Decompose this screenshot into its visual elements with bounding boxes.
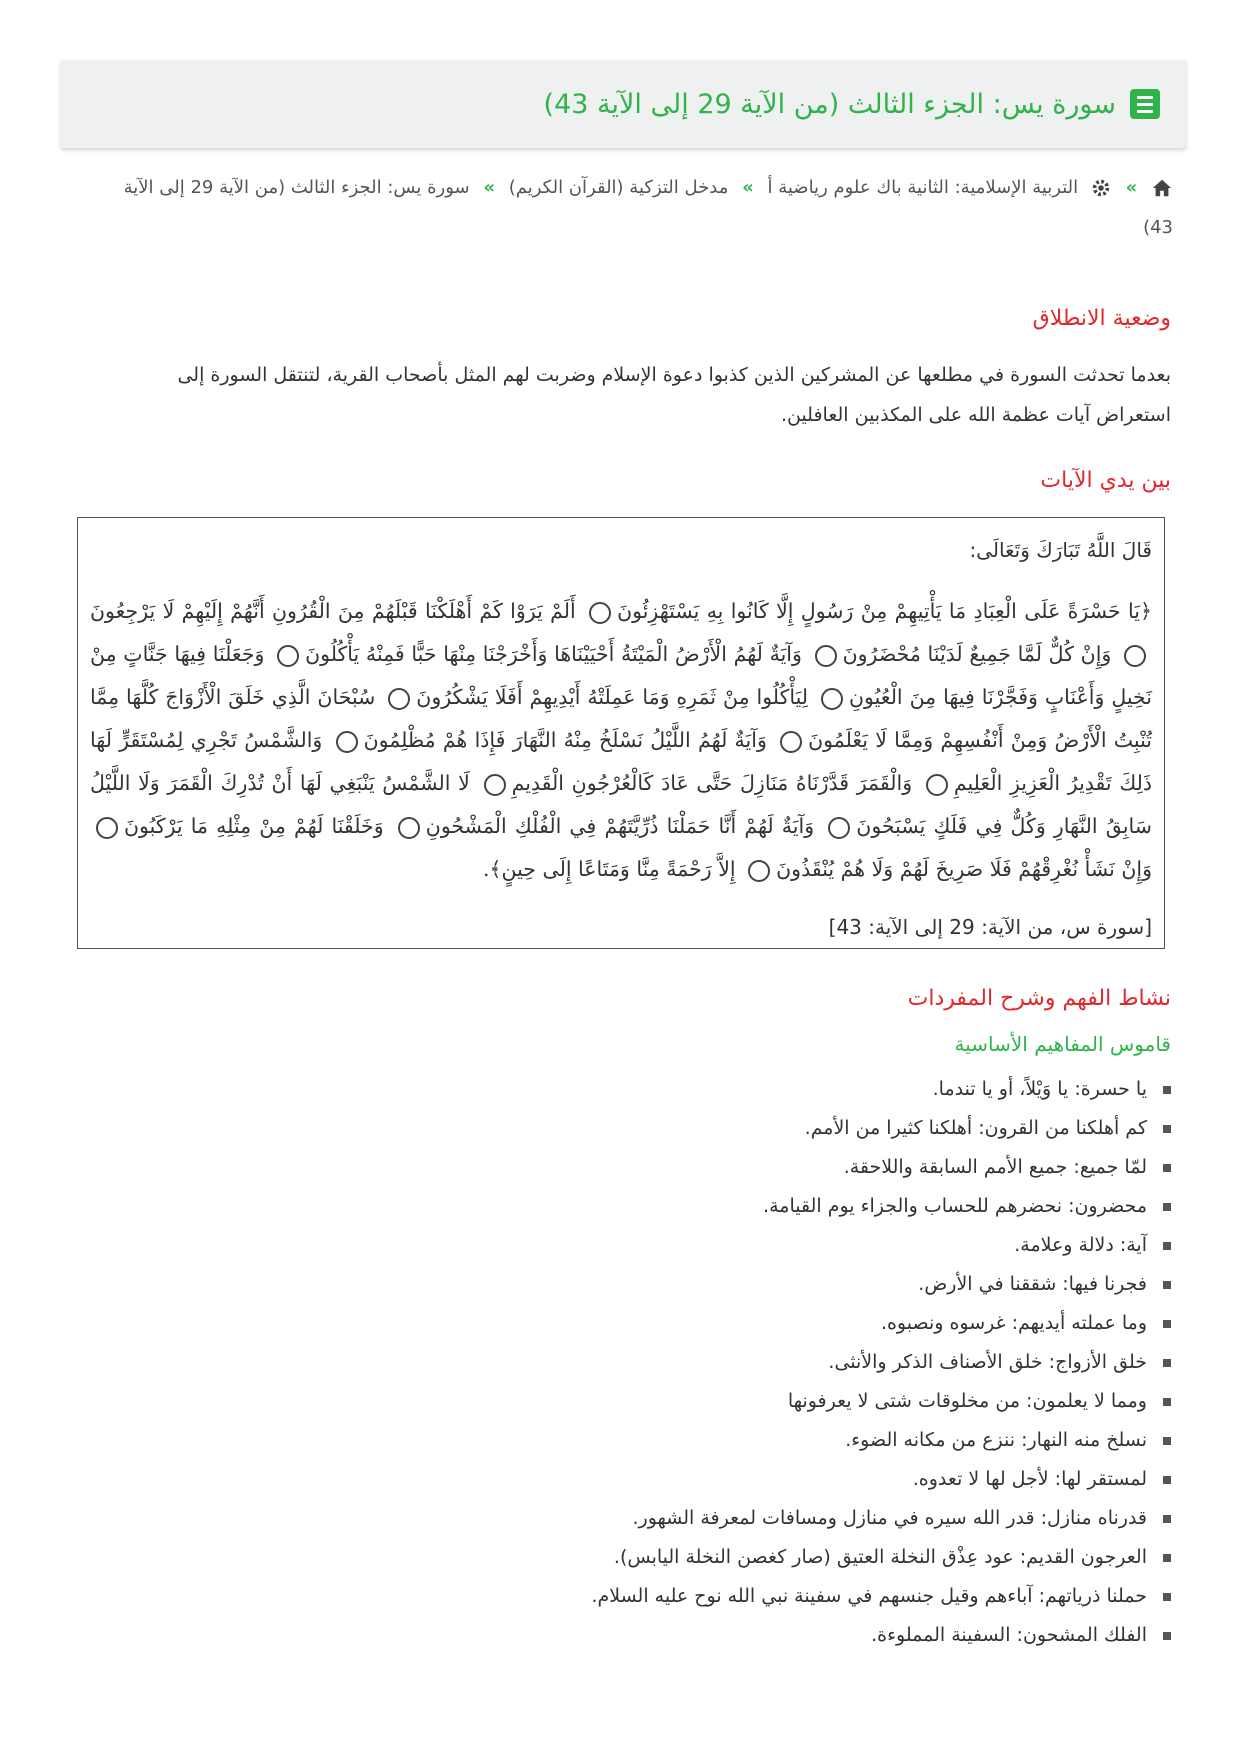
glossary-entry: آية: دلالة وعلامة.	[1014, 1234, 1147, 1256]
breadcrumb-separator: »	[1125, 177, 1138, 198]
bullet-icon	[1163, 1359, 1171, 1367]
document-icon	[1130, 89, 1160, 119]
verse-segment: ﴿يَا حَسْرَةً عَلَى الْعِبَادِ مَا يَأْتِيهِمْ مِنْ رَسُولٍ إِلَّا كَانُوا بِهِ يَسْتَهْزِئُونَ	[617, 599, 1152, 623]
glossary-entry: قدرناه منازل: قدر الله سيره في منازل ومسافات لمعرفة الشهور.	[632, 1507, 1147, 1529]
list-item	[171, 1577, 1171, 1616]
verse-segment: وَإِنْ كُلٌّ لَمَّا جَمِيعٌ لَدَيْنَا مُحْضَرُونَ	[842, 642, 1112, 666]
glossary-entry: فجرنا فيها: شققنا في الأرض.	[918, 1273, 1147, 1295]
glossary-entry: ومما لا يعلمون: من مخلوقات شتى لا يعرفونها	[787, 1390, 1147, 1412]
breadcrumb	[113, 168, 1173, 248]
list-item	[171, 1499, 1171, 1538]
intro-heading: وضعية الانطلاق	[1032, 306, 1171, 331]
glossary-entry: محضرون: نحضرهم للحساب والجزاء يوم القيامة.	[763, 1195, 1147, 1217]
list-item	[171, 1343, 1171, 1382]
glossary-heading: قاموس المفاهيم الأساسية	[954, 1032, 1171, 1056]
gear-icon	[1090, 177, 1112, 199]
list-item	[171, 1304, 1171, 1343]
verse-segment: وَآيَةٌ لَهُمْ أَنَّا حَمَلْنَا ذُرِّيَّتَهُمْ فِي الْفُلْكِ الْمَشْحُونِ	[425, 814, 815, 838]
ayah-marker-icon	[748, 860, 770, 882]
bullet-icon	[1163, 1125, 1171, 1133]
page-title-bar	[61, 60, 1186, 148]
glossary-entry: يا حسرة: يا وَيْلاً، أو يا تندما.	[932, 1078, 1147, 1100]
ayah-marker-icon	[815, 645, 837, 667]
ayah-marker-icon	[277, 645, 299, 667]
glossary-entry: لمستقر لها: لأجل لها لا تعدوه.	[912, 1468, 1147, 1490]
verse-segment: وَجَعَلْنَا فِيهَا جَنَّاتٍ مِنْ نَخِيلٍ وَأَعْنَابٍ وَفَجَّرْنَا فِيهَا مِنَ الْعُيُونِ	[90, 642, 1152, 709]
bullet-icon	[1163, 1515, 1171, 1523]
bullet-icon	[1163, 1086, 1171, 1094]
verses-box	[77, 517, 1165, 949]
list-item	[171, 1460, 1171, 1499]
bullet-icon	[1163, 1320, 1171, 1328]
home-icon[interactable]	[1151, 177, 1173, 199]
verse-segment: وَإِنْ نَشَأْ نُغْرِقْهُمْ فَلَا صَرِيخَ لَهُمْ وَلَا هُمْ يُنْقَذُونَ	[776, 857, 1152, 881]
verse-segment: أَلَمْ يَرَوْا كَمْ أَهْلَكْنَا قَبْلَهُمْ مِنَ الْقُرُونِ أَنَّهُمْ إِلَيْهِمْ لَا يَرْجِعُونَ	[90, 599, 576, 623]
glossary-entry: نسلخ منه النهار: ننزع من مكانه الضوء.	[845, 1429, 1147, 1451]
breadcrumb-separator: »	[483, 177, 495, 198]
verse-segment: لِيَأْكُلُوا مِنْ ثَمَرِهِ وَمَا عَمِلَتْهُ أَيْدِيهِمْ أَفَلَا يَشْكُرُونَ	[416, 685, 809, 709]
list-item	[171, 1109, 1171, 1148]
breadcrumb-item-unit[interactable]: مدخل التزكية (القرآن الكريم)	[508, 177, 729, 198]
bullet-icon	[1163, 1398, 1171, 1406]
glossary-entry: خلق الأزواج: خلق الأصناف الذكر والأنثى.	[828, 1351, 1147, 1373]
glossary-entry: وما عملته أيديهم: غرسوه ونصبوه.	[880, 1312, 1147, 1334]
glossary-entry: الفلك المشحون: السفينة المملوءة.	[871, 1624, 1147, 1646]
list-item	[171, 1148, 1171, 1187]
ayah-marker-icon	[821, 688, 843, 710]
list-item	[171, 1616, 1171, 1655]
ayah-marker-icon	[388, 688, 410, 710]
bullet-icon	[1163, 1632, 1171, 1640]
verses-heading: بين يدي الآيات	[1040, 468, 1171, 493]
verses-intro: قَالَ اللَّهُ تَبَارَكَ وَتَعَالَى:	[969, 538, 1152, 562]
breadcrumb-item-course[interactable]: التربية الإسلامية: الثانية باك علوم رياضية أ	[767, 177, 1079, 198]
bullet-icon	[1163, 1554, 1171, 1562]
list-item	[171, 1382, 1171, 1421]
ayah-marker-icon	[926, 774, 948, 796]
bullet-icon	[1163, 1437, 1171, 1445]
page-title: سورة يس: الجزء الثالث (من الآية 29 إلى الآية 43)	[543, 88, 1116, 120]
list-item	[171, 1538, 1171, 1577]
verse-segment: إِلاَّ رَحْمَةً مِنَّا وَمَتَاعًا إِلَى حِينٍ﴾.	[482, 857, 736, 881]
ayah-marker-icon	[484, 774, 506, 796]
bullet-icon	[1163, 1164, 1171, 1172]
bullet-icon	[1163, 1203, 1171, 1211]
list-item	[171, 1187, 1171, 1226]
verse-segment: لَا الشَّمْسُ يَنْبَغِي لَهَا أَنْ تُدْرِكَ الْقَمَرَ وَلَا اللَّيْلُ سَابِقُ النَّهَارِ وَكُلٌّ فِي فَلَكٍ يَسْبَحُونَ	[90, 771, 1152, 838]
bullet-icon	[1163, 1593, 1171, 1601]
list-item	[171, 1421, 1171, 1460]
understanding-heading: نشاط الفهم وشرح المفردات	[907, 986, 1171, 1011]
ayah-marker-icon	[336, 731, 358, 753]
list-item	[171, 1070, 1171, 1109]
bullet-icon	[1163, 1476, 1171, 1484]
verses-text	[90, 590, 1152, 891]
glossary-entry: العرجون القديم: عود عِذْق النخلة العتيق (صار كغصن النخلة اليابس).	[613, 1546, 1147, 1568]
ayah-marker-icon	[828, 817, 850, 839]
breadcrumb-item-current: سورة يس: الجزء الثالث (من الآية 29 إلى الآية 43)	[123, 177, 1173, 238]
list-item	[171, 1226, 1171, 1265]
verse-segment: وَآيَةٌ لَهُمُ اللَّيْلُ نَسْلَخُ مِنْهُ النَّهَارَ فَإِذَا هُمْ مُظْلِمُونَ	[363, 728, 767, 752]
glossary-entry: كم أهلكنا من القرون: أهلكنا كثيرا من الأمم.	[804, 1117, 1147, 1139]
bullet-icon	[1163, 1242, 1171, 1250]
verse-segment: وَالشَّمْسُ تَجْرِي لِمُسْتَقَرٍّ لَهَا ذَلِكَ تَقْدِيرُ الْعَزِيزِ الْعَلِيمِ	[90, 728, 1152, 795]
verses-source: [سورة س، من الآية: 29 إلى الآية: 43]	[828, 915, 1152, 939]
bullet-icon	[1163, 1281, 1171, 1289]
ayah-marker-icon	[96, 817, 118, 839]
glossary-entry: لمّا جميع: جميع الأمم السابقة واللاحقة.	[843, 1156, 1147, 1178]
ayah-marker-icon	[589, 602, 611, 624]
breadcrumb-separator: »	[742, 177, 754, 198]
ayah-marker-icon	[398, 817, 420, 839]
verse-segment: وَالْقَمَرَ قَدَّرْنَاهُ مَنَازِلَ حَتَّى عَادَ كَالْعُرْجُونِ الْقَدِيمِ	[511, 771, 913, 795]
verse-segment: سُبْحَانَ الَّذِي خَلَقَ الْأَزْوَاجَ كُلَّهَا مِمَّا تُنْبِتُ الْأَرْضُ وَمِنْ أَنْفُسِهِمْ وَمِمَّا لَا يَعْلَمُونَ	[90, 685, 1153, 752]
ayah-marker-icon	[780, 731, 802, 753]
intro-text: بعدما تحدثت السورة في مطلعها عن المشركين الذين كذبوا دعوة الإسلام وضربت لهم المثل بأصحاب القرية، لتنتقل السورة إلى استعراض آيات عظمة الله على المكذبين العافلين.	[177, 364, 1171, 426]
verse-segment: وَآيَةٌ لَهُمُ الْأَرْضُ الْمَيْتَةُ أَحْيَيْنَاهَا وَأَخْرَجْنَا مِنْهَا حَبًّا فَمِنْهُ يَأْكُلُونَ	[305, 642, 802, 666]
list-item	[171, 1265, 1171, 1304]
verse-segment: وَخَلَقْنَا لَهُمْ مِنْ مِثْلِهِ مَا يَرْكَبُونَ	[124, 814, 384, 838]
glossary-list	[171, 1070, 1171, 1655]
ayah-marker-icon	[1124, 645, 1146, 667]
glossary-entry: حملنا ذرياتهم: آباءهم وقيل جنسهم في سفينة نبي الله نوح عليه السلام.	[591, 1585, 1147, 1607]
